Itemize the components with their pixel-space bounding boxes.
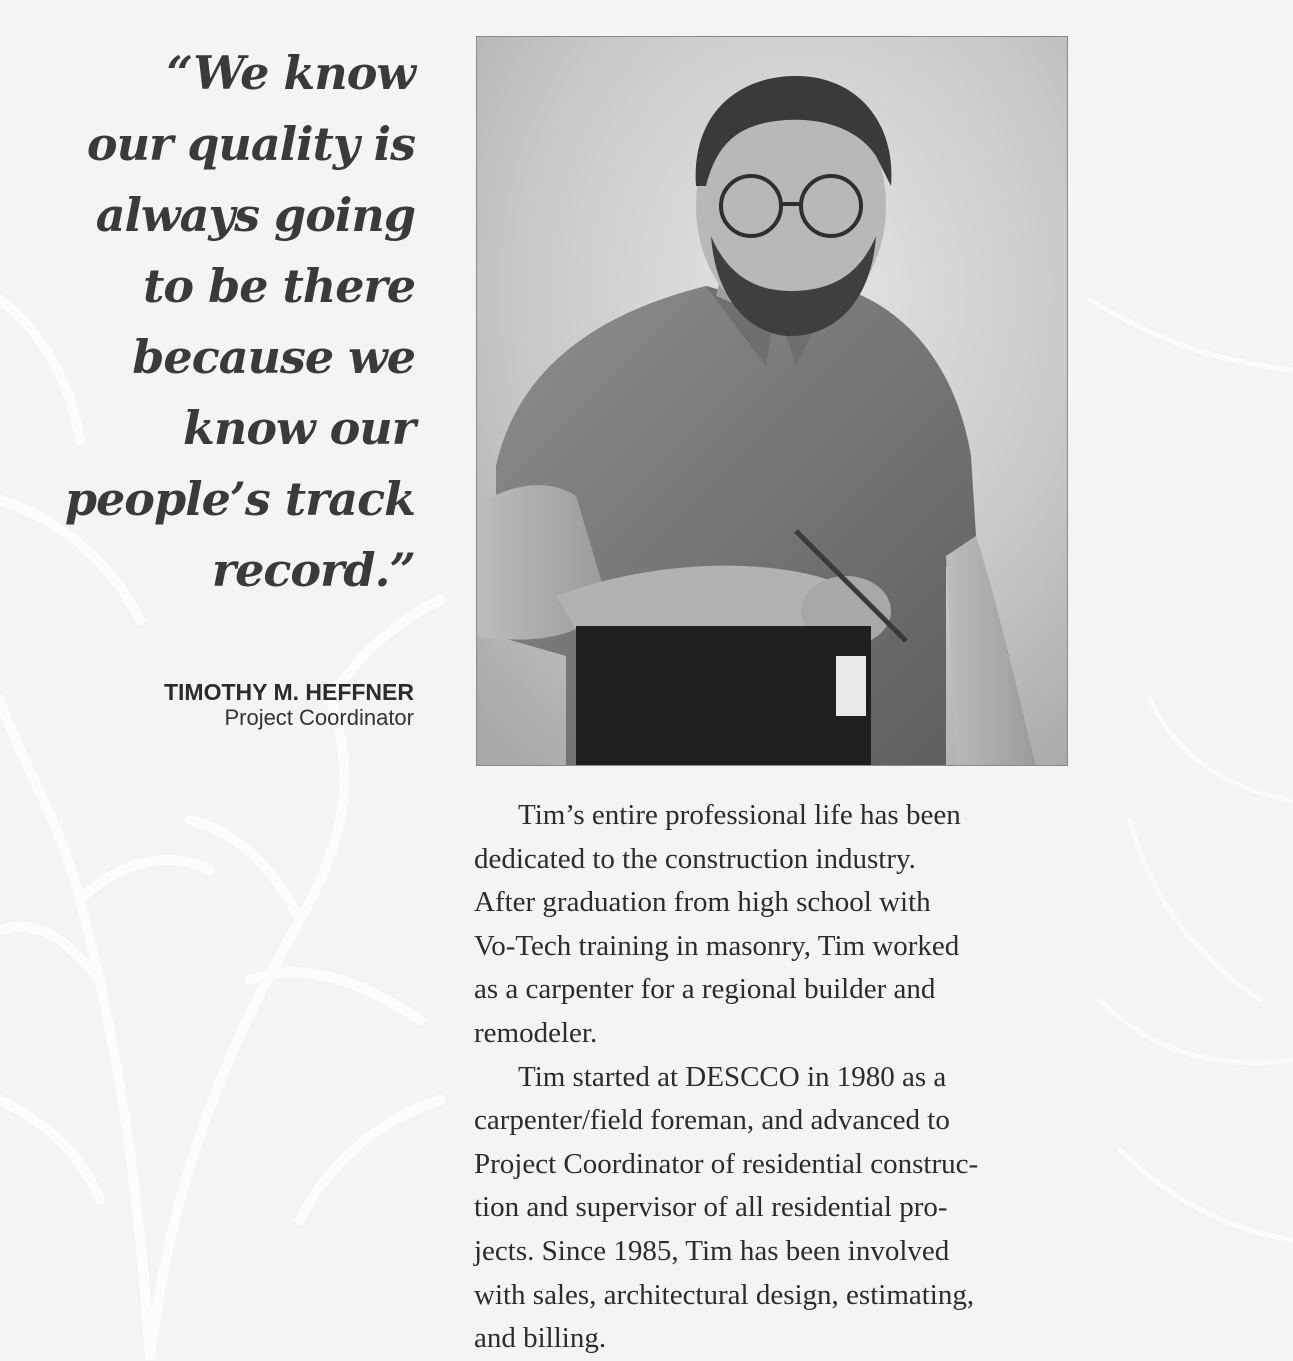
text-line: as a carpenter for a regional builder and	[474, 973, 936, 1006]
text-line: jects. Since 1985, Tim has been involved	[474, 1234, 950, 1267]
text-line: with sales, architectural design, estimating,	[474, 1278, 975, 1311]
biography-paragraph	[474, 794, 1094, 1056]
text-line: Vo-Tech training in masonry, Tim worked	[474, 929, 960, 962]
quote-line: always going	[95, 188, 415, 242]
person-title: Project Coordinator	[224, 705, 414, 730]
text-line: Project Coordinator of residential construc-	[474, 1147, 979, 1180]
text-line: remodeler.	[474, 1016, 598, 1049]
quote-line: “We know	[166, 46, 415, 100]
portrait-illustration	[476, 36, 1068, 766]
quote-line: people’s track	[64, 472, 415, 526]
text-line: Tim’s entire professional life has been	[518, 799, 961, 831]
quote-line: because we	[132, 330, 415, 384]
text-line: carpenter/field foreman, and advanced to	[474, 1104, 950, 1137]
biography-text	[474, 794, 1094, 1361]
text-line: tion and supervisor of all residential pro-	[474, 1191, 948, 1224]
portrait-photo	[476, 36, 1068, 766]
quote-line: to be there	[143, 259, 415, 313]
text-line: After graduation from high school with	[474, 886, 931, 919]
biography-paragraph	[474, 1056, 1094, 1361]
text-line: dedicated to the construction industry.	[474, 842, 916, 875]
quote-line: know our	[183, 401, 415, 455]
quote-line: record.”	[211, 543, 415, 597]
pull-quote	[20, 38, 415, 606]
text-line: and billing.	[474, 1322, 607, 1355]
quote-attribution	[40, 678, 414, 730]
text-line: Tim started at DESCCO in 1980 as a	[518, 1060, 947, 1093]
quote-line: our quality is	[86, 117, 415, 171]
person-name: TIMOTHY M. HEFFNER	[163, 679, 414, 705]
